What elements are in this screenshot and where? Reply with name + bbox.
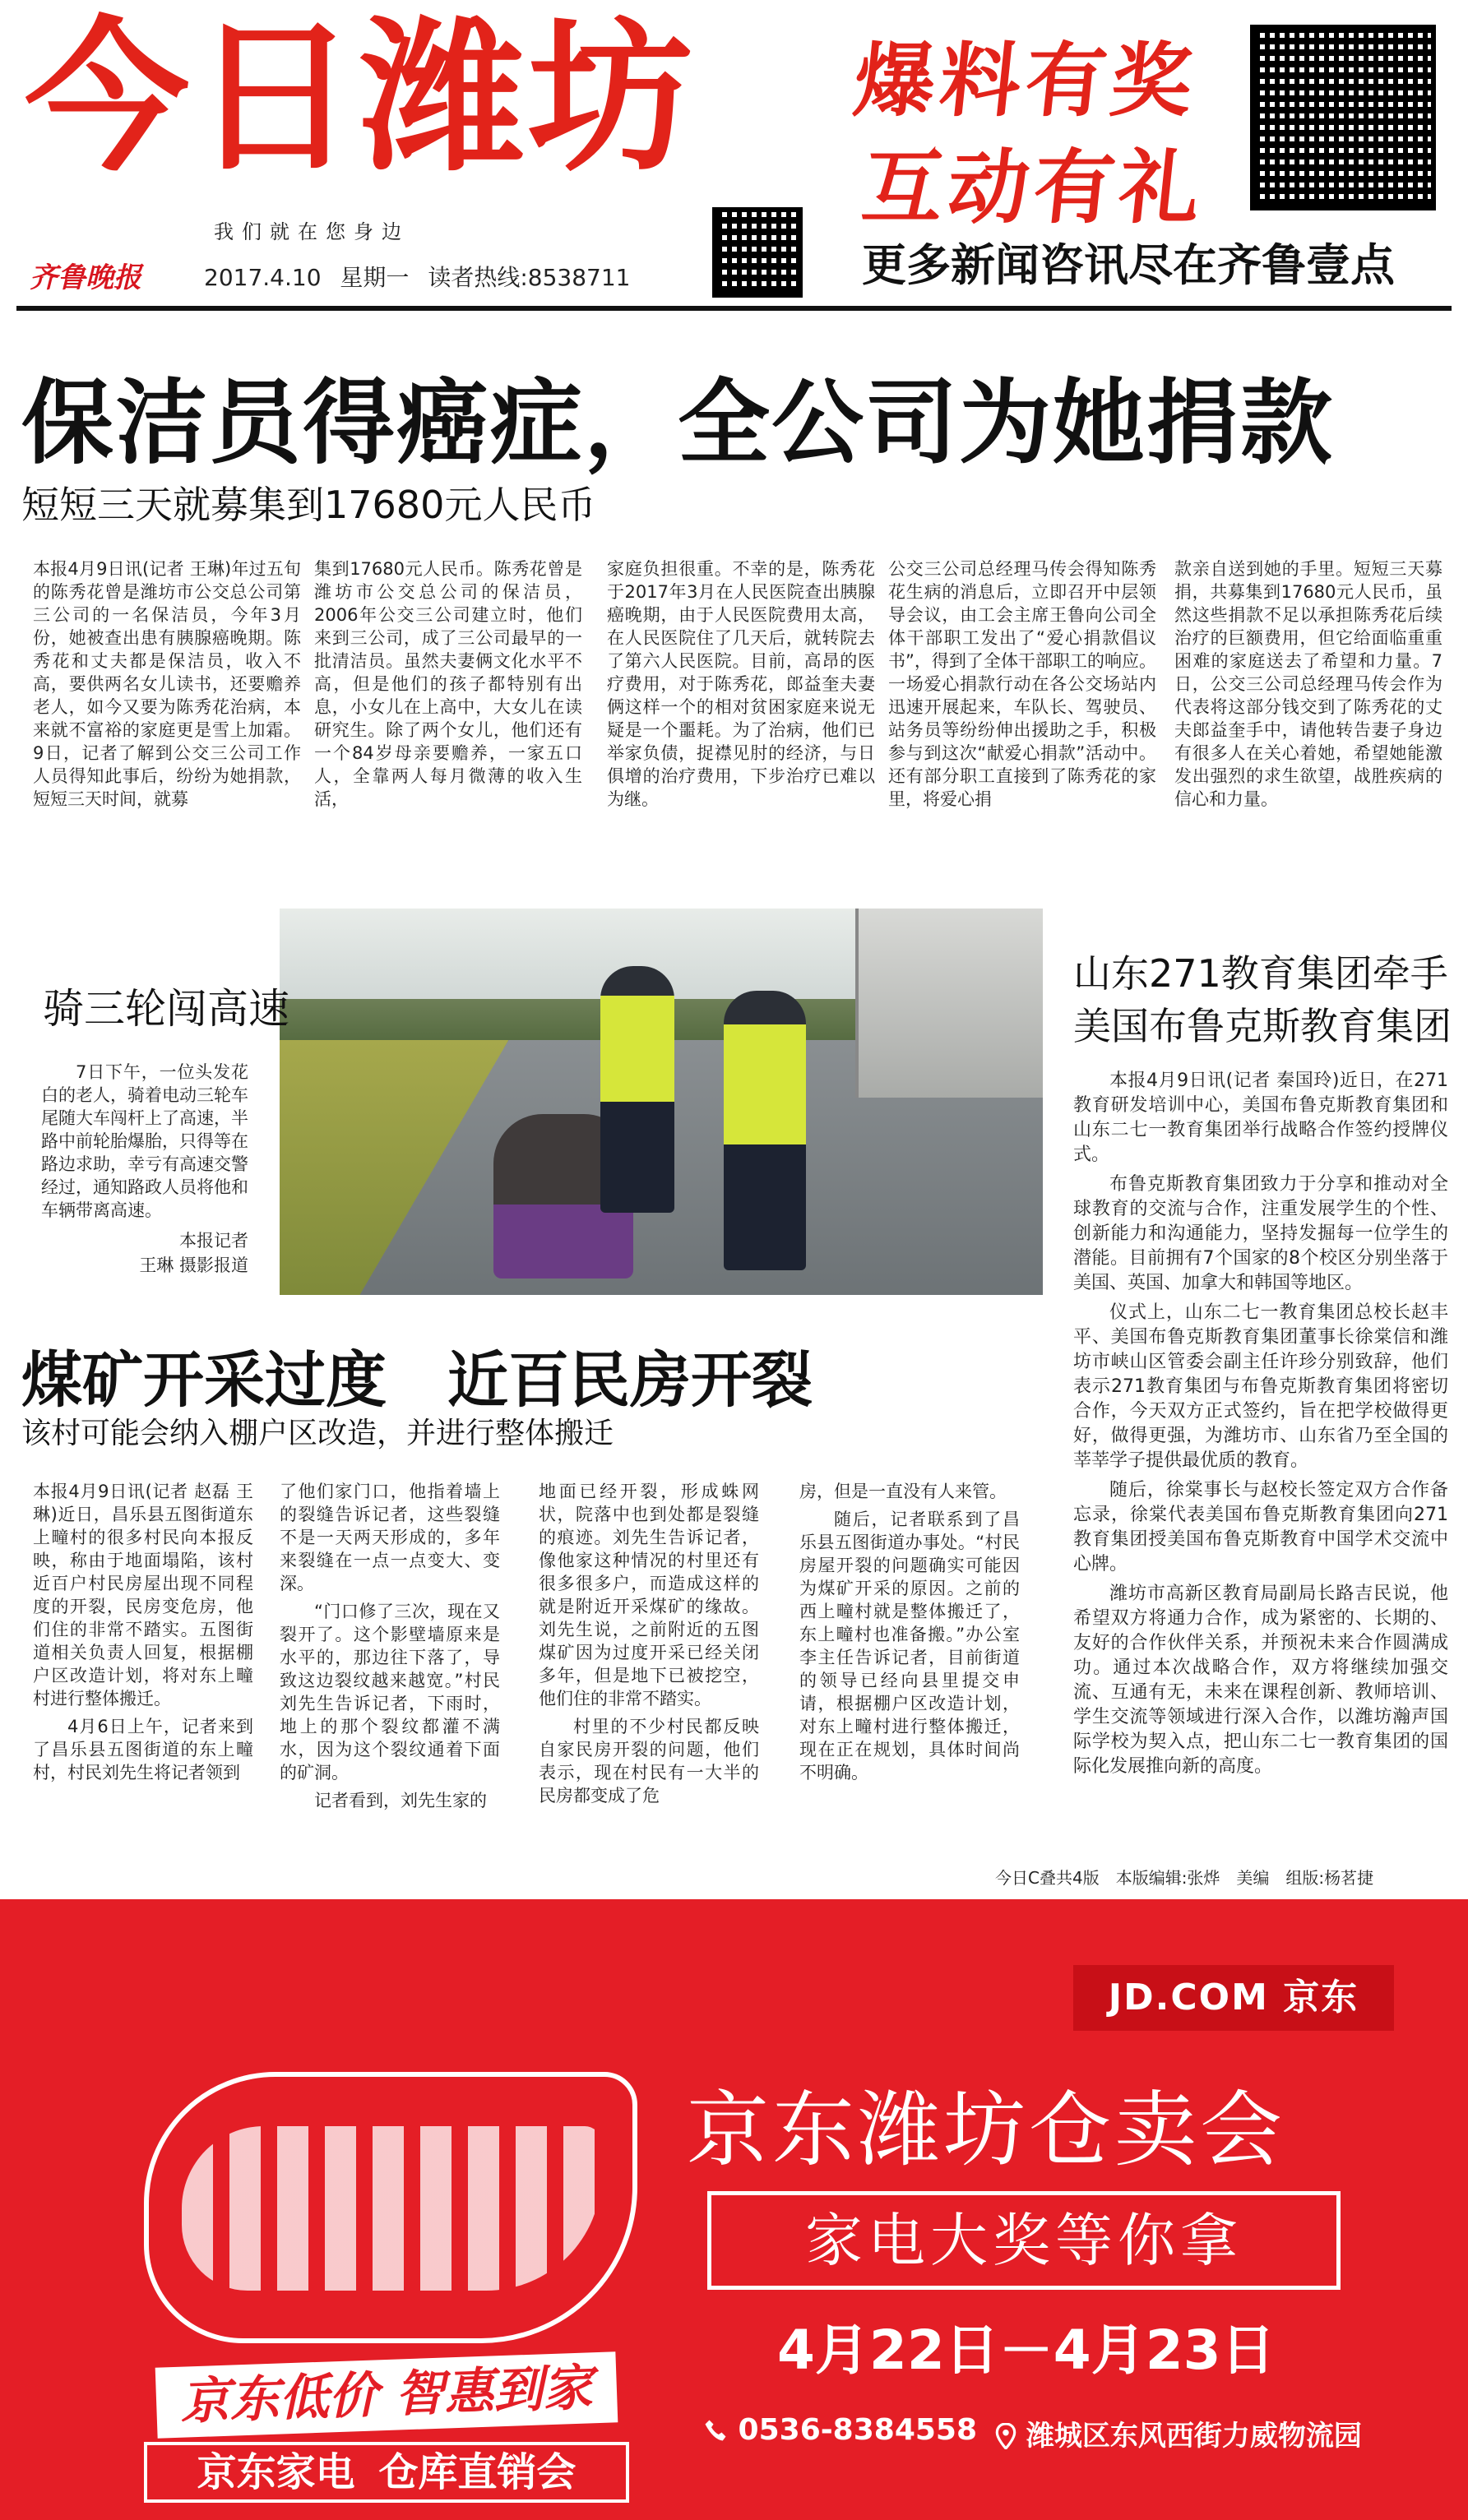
qr-code-large[interactable] [1250,25,1436,210]
coal-story-column-2: 了他们家门口，他指着墙上的裂缝告诉记者，这些裂缝不是一天两天形成的，多年来裂缝在一点一点变大、变深。 “门口修了三次，现在又裂开了。这个影壁墙原来是水平的，那边往下落了，导致这边裂纹越来越宽。”村民刘先生告诉记者，下雨时，地上的那个裂纹都灌不满水，因为这个裂纹通着下面的矿洞。 记者看到，刘先生家的 [280,1482,500,1810]
qr-code-small[interactable] [712,207,803,298]
coal-story-headline: 煤矿开采过度 近百民房开裂 [21,1345,813,1416]
promo-line-2: 互动有礼 [858,141,1211,235]
main-story-column-1: 本报4月9日讯(记者 王琳)年过五旬的陈秀花曾是潍坊市公交总公司第三公司的一名保洁员，今年3月份，她被查出患有胰腺癌晚期。陈秀花和丈夫都是保洁员，收入不高，要供两名女儿读书，还要赡养老人，如今又要为陈秀花治病，本来就不富裕的家庭更是雪上加霜。9日，记者了解到公交三公司工作人员得知此事后，纷纷为她捐款，短短三天时间，就募 [33,559,301,809]
ad-title: 京东潍坊仓卖会 [687,2082,1285,2178]
location-pin-icon [995,2423,1016,2449]
coal-story-column-4: 房，但是一直没有人来管。 随后，记者联系到了昌乐县五图街道办事处。“村民房屋开裂的问题确实可能因为煤矿开采的原因。之前的西上疃村就是整体搬迁了，东上疃村也准备搬。”办公室李主任告诉记者，目前街道的领导已经向县里提交申请，根据棚户区改造计划，对东上疃村进行整体搬迁，现在正在规划，具体时间尚不明确。 [799,1482,1020,1782]
side-story-body: 7日下午，一位头发花白的老人，骑着电动三轮车尾随大车闯杆上了高速，半路中前轮胎爆胎，只得等在路边求助，幸亏有高速交警经过，通知路政人员将他和车辆带离高速。 本报记者 王琳 摄影报道 [41,1061,248,1278]
side-story-headline: 骑三轮闯高速 [43,985,289,1033]
news-photo-tricycle-highway [280,909,1043,1295]
edu-story-title-1: 山东271教育集团牵手 [1073,951,1448,996]
edu-story-body: 本报4月9日讯(记者 秦国玲)近日，在271教育研发培训中心，美国布鲁克斯教育集团和山东二七一教育集团举行战略合作签约授牌仪式。 布鲁克斯教育集团致力于分享和推动对全球教育的交流与合作，注重发展学生的个性、创新能力和沟通能力，坚持发掘每一位学生的潜能。目前拥有7个国家的8个校区分别坐落于美国、英国、加拿大和韩国等地区。 仪式上，山东二七一教育集团总校长赵丰平、美国布鲁克斯教育集团董事长徐棠信和潍坊市峡山区管委会副主任许珍分别致辞，他们表示271教育集团与布鲁克斯教育集团将密切合作，今天双方正式签约，旨在把学校做得更好，做得更强，为潍坊市、山东省乃至全国的莘莘学子提供最优质的教育。 随后，徐棠事长与赵校长签定双方合作备忘录，徐棠代表美国布鲁克斯教育集团向271教育集团授美国布鲁克斯教育中国学术交流中心牌。 潍坊市高新区教育局副局长路吉民说，他希望双方将通力合作，成为紧密的、长期的、友好的合作伙伴关系，并预祝未来合作圆满成功。通过本次战略合作，双方将继续加强交流、互通有无，未来在课程创新、教师培训、学生交流等领域进行深入合作，以潍坊瀚声国际学校为契入点，把山东二七一教育集团的国际化发展推向新的高度。 [1073,1070,1448,1777]
coal-story-subhead: 该村可能会纳入棚户区改造，并进行整体搬迁 [21,1417,614,1450]
coal-story-column-1: 本报4月9日讯(记者 赵磊 王琳)近日，昌乐县五图街道东上疃村的很多村民向本报反映，称由于地面塌陷，该村近百户村民房屋出现不同程度的开裂，民房变危房，他们住的非常不踏实。五图街道相关负责人回复，根据棚户区改造计划，将对东上疃村进行整体搬迁。 4月6日上午，记者来到了昌乐县五图街道的东上疃村，村民刘先生将记者领到 [33,1482,253,1782]
paper-logo: 齐鲁晚报 [30,261,141,294]
main-subhead: 短短三天就募集到17680元人民币 [21,483,596,527]
ad-address: 潍城区东风西街力威物流园 [995,2413,1362,2453]
ad-sale-banner: 京东家电 仓库直销会 [144,2442,629,2503]
promo-line-1: 爆料有奖 [850,35,1202,128]
issue-date: 2017.4.10 [204,264,322,291]
coal-story-column-3: 地面已经开裂，形成蛛网状，院落中也到处都是裂缝的痕迹。刘先生告诉记者，像他家这种情况的村里还有很多很多户，而造成这样的就是附近开采煤矿的缘故。刘先生说，之前附近的五图煤矿因为过度开采已经关闭多年，但是地下已被挖空，他们住的非常不踏实。 村里的不少村民都反映自家民房开裂的问题，他们表示，现在村民有一大半的民房都变成了危 [539,1482,759,1806]
main-story-column-2: 集到17680元人民币。陈秀花曾是潍坊市公交总公司的保洁员，2006年公交三公司建立时，他们来到三公司，成了三公司最早的一批清洁员。虽然夫妻俩文化水平不高，但是他们的孩子都特别有出息，小女儿在上高中，大女儿在读研究生。除了两个女儿，他们还有一个84岁母亲要赡养，一家五口人，全靠两人每月微薄的收入生活， [314,559,582,809]
masthead-title: 今日潍坊 [25,2,697,194]
masthead-divider [16,306,1452,311]
masthead-slogan: 我们就在您身边 [214,220,410,243]
appliance-illustration [144,2072,637,2343]
side-story-credit-1: 本报记者 [179,1231,248,1251]
main-story-column-4: 公交三公司总经理马传会得知陈秀花生病的消息后，立即召开中层领导会议，由工会主席王鲁向公司全体干部职工发出了“爱心捐款倡议书”，得到了全体干部职工的响应。一场爱心捐款行动在各公交场站内迅速开展起来，车队长、驾驶员、站务员等纷纷伸出援助之手，积极参与到这次“献爱心捐款”活动中。还有部分职工直接到了陈秀花的家里，将爱心捐 [888,559,1156,809]
edu-story-title-2: 美国布鲁克斯教育集团 [1073,1004,1452,1048]
main-headline: 保洁员得癌症，全公司为她捐款 [21,370,1334,477]
ad-date: 4月22日－4月23日 [777,2319,1276,2382]
ad-phone: 0536-8384558 [703,2413,977,2447]
reader-hotline: 读者热线:8538711 [428,264,631,291]
jd-brand-badge: JD.COM 京东 [1073,1965,1394,2031]
promo-line-3: 更多新闻咨讯尽在齐鲁壹点 [862,239,1395,291]
date-line [204,260,641,293]
page-editor-credit: 今日C叠共4版 本版编辑:张烨 美编 组版:杨茗捷 [995,1868,1374,1888]
side-story-credit-2: 王琳 摄影报道 [139,1255,248,1275]
ad-prize-box: 家电大奖等你拿 [707,2191,1341,2290]
jd-advertisement[interactable] [0,1899,1468,2520]
ad-slogan-banner: 京东低价 智惠到家 [155,2351,618,2438]
phone-icon [703,2418,728,2443]
main-story-column-5: 款亲自送到她的手里。短短三天募捐，共募集到17680元人民币，虽然这些捐款不足以承担陈秀花后续治疗的巨额费用，但它给面临重重困难的家庭送去了希望和力量。7日，公交三公司总经理马传会作为代表将这部分钱交到了陈秀花的丈夫郎益奎手中，请他转告妻子身边有很多人在关心着她，希望她能激发出强烈的求生欲望，战胜疾病的信心和力量。 [1174,559,1443,809]
issue-weekday: 星期一 [340,264,410,291]
main-story-column-3: 家庭负担很重。不幸的是，陈秀花于2017年3月在人民医院查出胰腺癌晚期，由于人民医院费用太高，在人民医院住了几天后，就转院去了第六人民医院。目前，高昂的医疗费用，对于陈秀花，郎益奎夫妻俩这样一个的相对贫困家庭来说无疑是一个噩耗。为了治病，他们已举家负债，捉襟见肘的经济，与日俱增的治疗费用，下步治疗已难以为继。 [607,559,875,809]
